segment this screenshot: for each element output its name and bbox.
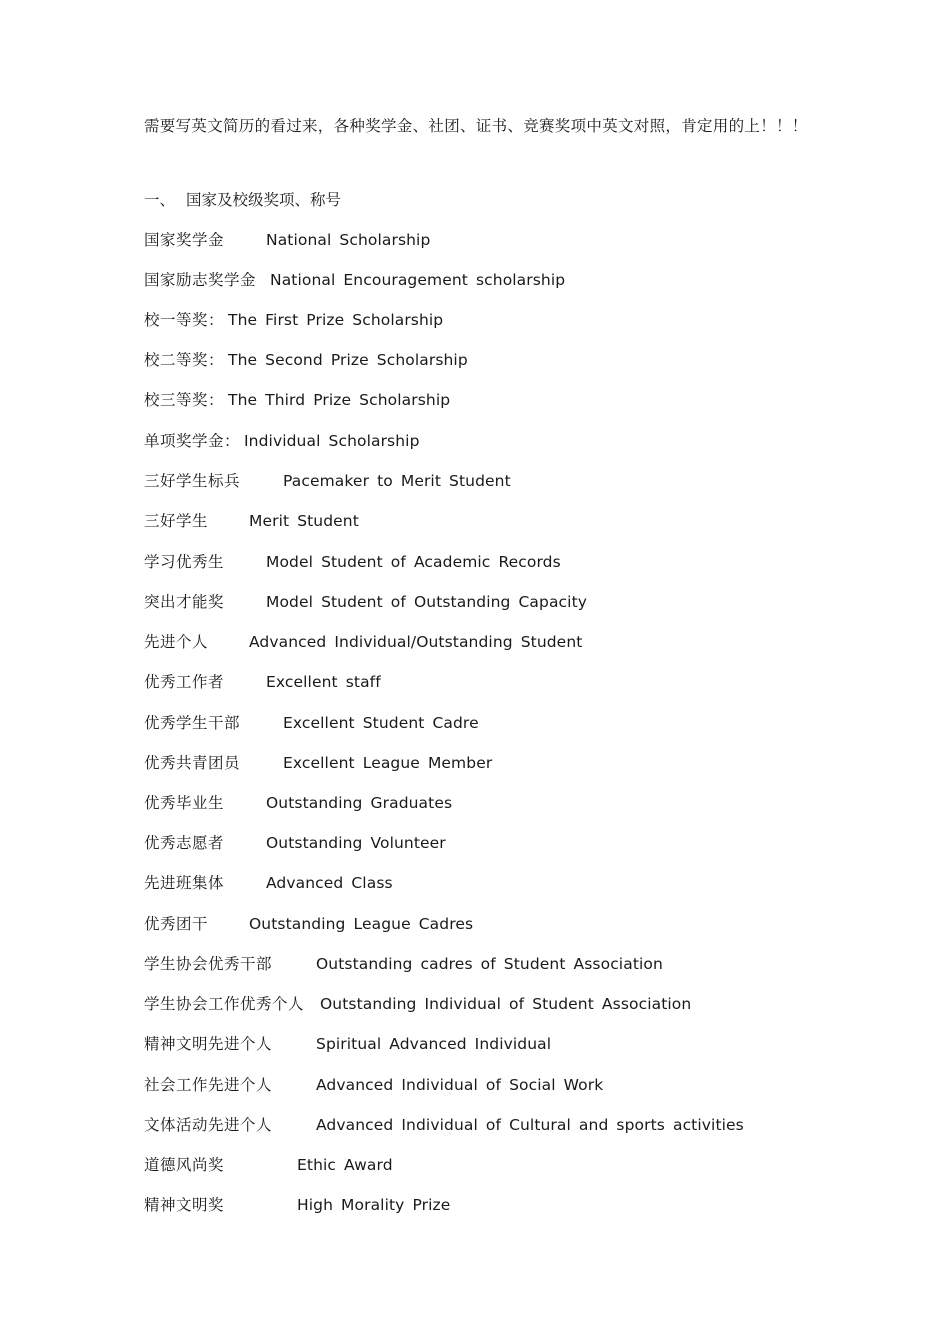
award-zh: 学生协会工作优秀个人	[144, 995, 305, 1013]
award-zh: 文体活动先进个人	[144, 1116, 273, 1134]
award-zh: 精神文明先进个人	[144, 1035, 273, 1053]
award-en: Excellent Student Cadre	[283, 714, 479, 732]
award-entry	[144, 751, 493, 775]
award-entry	[144, 831, 446, 855]
award-zh: 精神文明奖	[144, 1196, 225, 1214]
award-en: Outstanding cadres of Student Association	[316, 955, 663, 973]
award-entry	[144, 952, 663, 976]
award-en: Advanced Individual of Cultural and sports activities	[316, 1116, 744, 1134]
award-en: National Scholarship	[266, 231, 431, 249]
award-en: Outstanding Volunteer	[266, 834, 446, 852]
award-entry	[144, 871, 393, 895]
award-zh: 社会工作先进个人	[144, 1076, 273, 1094]
section-number: 一、	[144, 191, 176, 209]
award-en: Model Student of Outstanding Capacity	[266, 593, 588, 611]
award-entry	[144, 1193, 451, 1217]
award-en: Excellent staff	[266, 673, 381, 691]
award-entry	[144, 912, 474, 936]
award-zh: 先进个人	[144, 633, 209, 651]
award-zh: 优秀工作者	[144, 673, 225, 691]
award-zh: 优秀团干	[144, 915, 209, 933]
award-en: Outstanding League Cadres	[249, 915, 474, 933]
award-zh: 突出才能奖	[144, 593, 225, 611]
award-en: Individual Scholarship	[244, 432, 420, 450]
award-en: The Second Prize Scholarship	[228, 351, 468, 369]
award-en: The First Prize Scholarship	[228, 311, 444, 329]
award-entry	[144, 1153, 393, 1177]
award-en: Advanced Individual of Social Work	[316, 1076, 604, 1094]
award-entry	[144, 1073, 604, 1097]
award-zh: 校一等奖：	[144, 311, 225, 329]
award-entry	[144, 992, 692, 1016]
award-zh: 优秀志愿者	[144, 834, 225, 852]
award-en: Advanced Class	[266, 874, 393, 892]
award-entry	[144, 630, 583, 654]
award-en: Ethic Award	[297, 1156, 393, 1174]
award-zh: 学生协会优秀干部	[144, 955, 273, 973]
intro-paragraph: 需要写英文简历的看过来，各种奖学金、社团、证书、竞赛奖项中英文对照，肯定用的上！！！	[144, 117, 808, 135]
award-zh: 单项奖学金：	[144, 432, 241, 450]
award-en: High Morality Prize	[297, 1196, 451, 1214]
award-zh: 国家奖学金	[144, 231, 225, 249]
award-entry	[144, 348, 468, 372]
award-entry	[144, 228, 431, 252]
section-title: 国家及校级奖项、称号	[186, 191, 342, 209]
section-heading	[144, 188, 341, 212]
award-en: Spiritual Advanced Individual	[316, 1035, 552, 1053]
award-en: The Third Prize Scholarship	[228, 391, 451, 409]
award-entry	[144, 388, 451, 412]
award-entry	[144, 509, 359, 533]
award-entry	[144, 469, 511, 493]
award-entry	[144, 429, 420, 453]
award-zh: 优秀学生干部	[144, 714, 241, 732]
award-zh: 优秀毕业生	[144, 794, 225, 812]
award-en: Outstanding Graduates	[266, 794, 453, 812]
award-zh: 学习优秀生	[144, 553, 225, 571]
award-en: Outstanding Individual of Student Association	[320, 995, 692, 1013]
award-zh: 国家励志奖学金	[144, 271, 257, 289]
award-en: National Encouragement scholarship	[270, 271, 566, 289]
award-en: Model Student of Academic Records	[266, 553, 561, 571]
award-entry	[144, 308, 444, 332]
award-zh: 优秀共青团员	[144, 754, 241, 772]
award-entry	[144, 268, 566, 292]
award-en: Advanced Individual/Outstanding Student	[249, 633, 583, 651]
award-entry	[144, 1113, 744, 1137]
award-entry	[144, 791, 453, 815]
award-en: Pacemaker to Merit Student	[283, 472, 511, 490]
award-entry	[144, 711, 479, 735]
award-zh: 校三等奖：	[144, 391, 225, 409]
award-entry	[144, 590, 588, 614]
award-en: Merit Student	[249, 512, 359, 530]
award-en: Excellent League Member	[283, 754, 493, 772]
award-zh: 道德风尚奖	[144, 1156, 225, 1174]
award-zh: 三好学生	[144, 512, 209, 530]
award-zh: 三好学生标兵	[144, 472, 241, 490]
award-entry	[144, 550, 561, 574]
award-entry	[144, 1032, 552, 1056]
award-entry	[144, 670, 381, 694]
award-zh: 先进班集体	[144, 874, 225, 892]
award-zh: 校二等奖：	[144, 351, 225, 369]
